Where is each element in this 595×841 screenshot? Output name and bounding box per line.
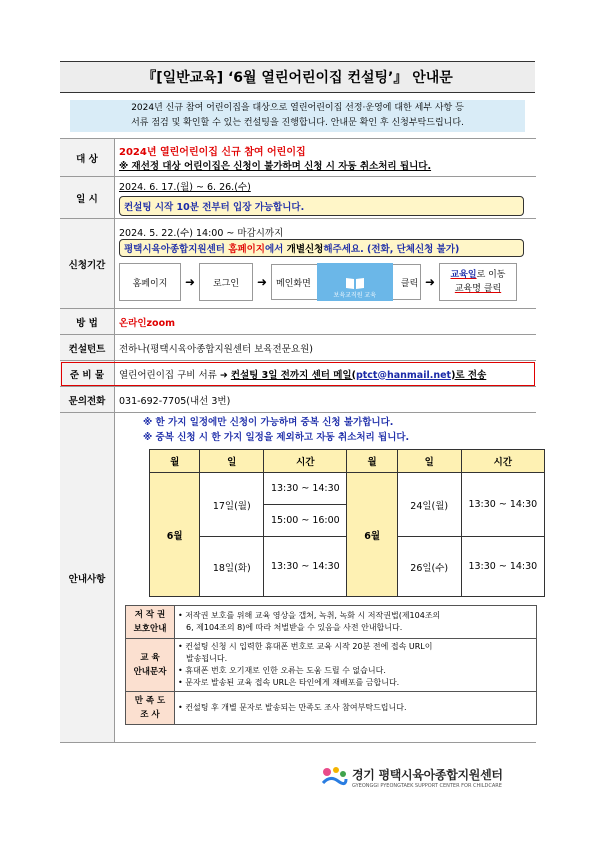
- step-final: 교육일로 이동 교육명 클릭: [439, 263, 517, 301]
- center-logo: [320, 765, 503, 789]
- table-row: 18일(화) 13:30 ~ 14:30 26일(수) 13:30 ~ 14:30: [150, 537, 545, 597]
- method-value: 온라인zoom: [115, 309, 537, 335]
- label-guide: 안내사항: [60, 413, 115, 743]
- row-consultant: [60, 335, 536, 361]
- prep-value: 열린어린이집 구비 서류 ➜ 컨설팅 3일 전까지 센터 메일(ptct@hanmail.net)로 전송: [115, 361, 537, 387]
- notes-table: [125, 605, 537, 725]
- row-guide: [60, 413, 536, 743]
- phone-value: 031-692-7705(내선 3번): [115, 387, 537, 413]
- arrow-right-icon: ➜: [424, 275, 436, 289]
- arrow-right-icon: ➜: [184, 275, 196, 289]
- label-apply: 신청기간: [60, 219, 115, 309]
- label-method: 방 법: [60, 309, 115, 335]
- intro-box: [70, 100, 525, 132]
- label-phone: 문의전화: [60, 387, 115, 413]
- date-note: 컨설팅 시작 10분 전부터 입장 가능합니다.: [119, 196, 524, 216]
- consultant-value: 전하나(평택시육아종합지원센터 보육전문요원): [115, 335, 537, 361]
- logo-icon: [320, 765, 348, 789]
- info-table: [60, 138, 536, 743]
- target-note: ※ 재선정 대상 어린이집은 신청이 불가하며 신청 시 자동 취소처리 됩니다.: [119, 161, 432, 172]
- page-title: 『[일반교육] ‘6월 열린어린이집 컨설팅’』 안내문: [60, 61, 535, 93]
- table-row: 6월 17일(월) 13:30 ~ 14:30 6월 24일(월) 13:30 ~ 14:30: [150, 473, 545, 505]
- label-consultant: 컨설턴트: [60, 335, 115, 361]
- arrow-right-icon: ➜: [256, 275, 268, 289]
- target-main: 2024년 열린어린이집 신규 참여 어린이집: [119, 147, 306, 158]
- row-method: [60, 309, 536, 335]
- apply-deadline: 2024. 5. 22.(수) 14:00 ~ 마감시까지: [119, 228, 284, 239]
- guide-line: ※ 한 가지 일정에만 신청이 가능하며 중복 신청 불가합니다.: [143, 417, 394, 428]
- label-date: 일 시: [60, 177, 115, 219]
- book-icon: 보육교직원 교육: [317, 263, 393, 301]
- email-link[interactable]: ptct@hanmail.net: [355, 369, 452, 381]
- schedule-table: 월 일 시간 월 일 시간 6월 17일(월) 13:30 ~ 14:30 6월 24일(월) 13:30 ~ 14:30 15:00 ~ 16:00 18일(화) 13:30 ~ 14:30 26일(수) 13:30 ~ 14:30: [149, 449, 545, 597]
- step-login: 로그인: [199, 263, 253, 301]
- table-row: 만 족 도 조 사 • 컨설팅 후 개별 문자로 발송되는 만족도 조사 참여부탁드립니다.: [126, 692, 537, 725]
- table-row: 저 작 권 보호안내 • 저작권 보호를 위해 교육 영상을 갭쳐, 녹취, 녹화 시 저작권법(제104조의 6, 제104조의 8)에 따라 처벌받을 수 있음을 사전 안내합니다.: [126, 606, 537, 639]
- label-target: 대 상: [60, 139, 115, 177]
- row-date: [60, 177, 536, 219]
- row-prep: [60, 361, 536, 387]
- table-row: 교 육 안내문자 • 컨설팅 신청 시 입력한 휴대폰 번호로 교육 시작 20분 전에 접속 URL이 발송됩니다. • 휴대폰 번호 오기재로 인한 오류는 도움 드릴 수 없습니다. • 문자로 발송된 교육 접속 URL은 타인에게 재배포를 금합니다.: [126, 639, 537, 692]
- apply-how: 평택시육아종합지원센터 홈페이지에서 개별신청해주세요. (전화, 단체신청 불가): [119, 239, 524, 257]
- logo-korean: 경기 평택시육아종합지원센터: [352, 767, 503, 782]
- step-homepage: 홈페이지: [119, 263, 181, 301]
- row-target: [60, 139, 536, 177]
- label-prep: 준 비 물: [60, 361, 115, 387]
- row-apply: [60, 219, 536, 309]
- logo-english: GYEONGGI PYEONGTAEK SUPPORT CENTER FOR CHILDCARE: [352, 782, 502, 789]
- apply-steps: [119, 262, 532, 302]
- intro-line: 서류 점검 및 확인할 수 있는 컨설팅을 진행합니다. 안내문 확인 후 신청부탁드립니다.: [131, 118, 464, 128]
- intro-line: 2024년 신규 참여 어린이집을 대상으로 열린어린이집 선정·운영에 대한 세부 사항 등: [131, 103, 464, 113]
- table-row: 15:00 ~ 16:00: [150, 505, 545, 537]
- row-phone: [60, 387, 536, 413]
- step-main-screen: 메인화면 보육교직원 교육 클릭: [271, 264, 421, 300]
- date-period: 2024. 6. 17.(월) ~ 6. 26.(수): [119, 182, 251, 193]
- guide-line: ※ 중복 신청 시 한 가지 일정을 제외하고 자동 취소처리 됩니다.: [143, 432, 410, 443]
